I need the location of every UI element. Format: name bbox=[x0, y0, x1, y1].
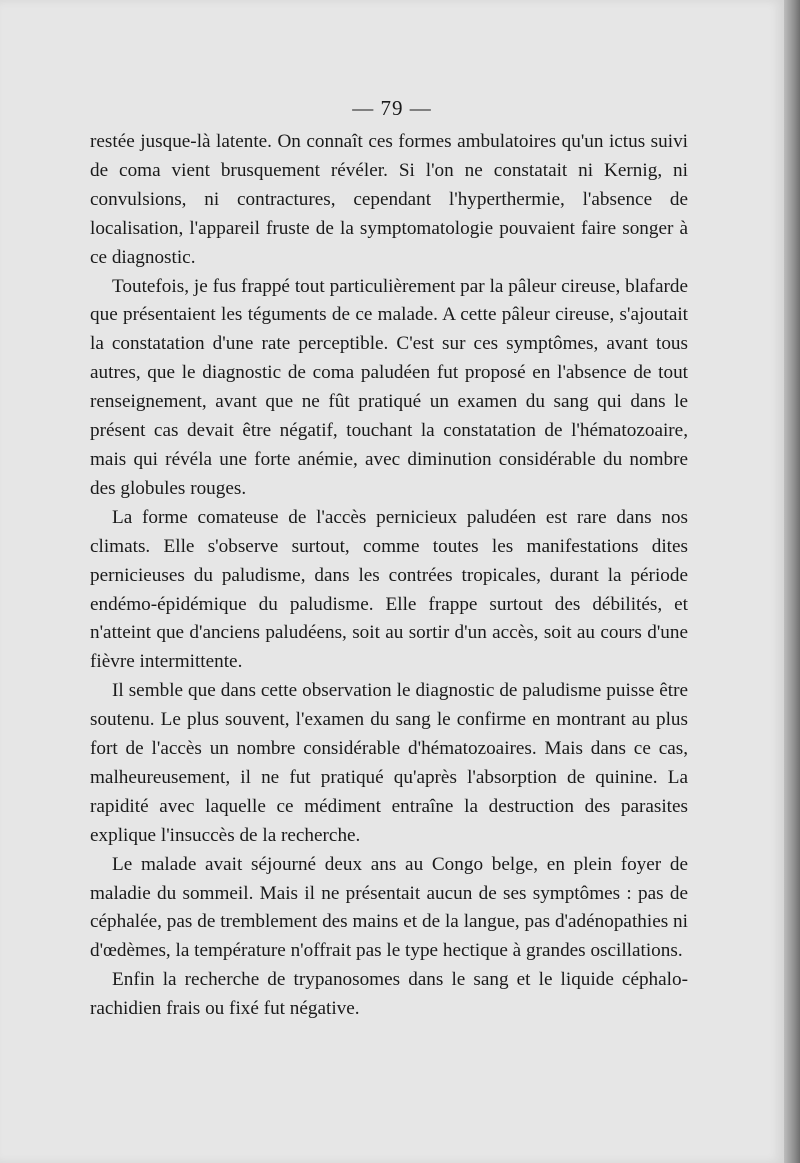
paragraph-3: La forme comateuse de l'accès pernicieux paludéen est rare dans nos climats. Elle s'observe surtout, comme toutes les manifestations dites pernicieuses du paludisme, dans les contrées tropicales, durant la période endémo-épidémique du paludisme. Elle frappe surtout des débilités, et n'atteint que d'anciens paludéens, soit au sortir d'un accès, soit au cours d'une fièvre intermittente. bbox=[90, 506, 688, 673]
paragraph-1: restée jusque-là latente. On connaît ces formes ambulatoires qu'un ictus suivi de coma vient brusquement révéler. Si l'on ne constatait ni Kernig, ni convulsions, ni contractures, cependant l'hyperthermie, l'absence de localisation, l'appareil fruste de la symptomatologie pouvaient faire songer à ce diagnostic. bbox=[90, 131, 688, 268]
page-number: — 79 — bbox=[352, 96, 432, 120]
paragraph-5: Le malade avait séjourné deux ans au Congo belge, en plein foyer de maladie du sommeil. Mais il ne présentait aucun de ses symptômes : pas de céphalée, pas de tremblement des mains et de la langue, pas d'adénopathies ni d'œdèmes, la température n'offrait pas le type hectique à grandes oscillations. bbox=[90, 853, 688, 962]
body-text bbox=[90, 128, 688, 1024]
paragraph-2: Toutefois, je fus frappé tout particulièrement par la pâleur cireuse, blafarde que présentaient les téguments de ce malade. A cette pâleur cireuse, s'ajoutait la constatation d'une rate perceptible. C'est sur ces symptômes, avant tous autres, que le diagnostic de coma paludéen fut proposé en l'absence de tout renseignement, avant que ne fût pratiqué un examen du sang qui dans le présent cas devait être négatif, touchant la constatation de l'hématozoaire, mais qui révéla une forte anémie, avec diminution considérable du nombre des globules rouges. bbox=[90, 275, 688, 499]
paragraph-6: Enfin la recherche de trypanosomes dans le sang et le liquide céphalo-rachidien frais ou fixé fut négative. bbox=[90, 969, 688, 1020]
page-edge-shadow bbox=[784, 0, 800, 1163]
paragraph-4: Il semble que dans cette observation le diagnostic de paludisme puisse être soutenu. Le plus souvent, l'examen du sang le confirme en montrant au plus fort de l'accès un nombre considérable d'hématozoaires. Mais dans ce cas, malheureusement, il ne fut pratiqué qu'après l'absorption de quinine. La rapidité avec laquelle ce médiment entraîne la destruction des parasites explique l'insuccès de la recherche. bbox=[90, 680, 688, 846]
